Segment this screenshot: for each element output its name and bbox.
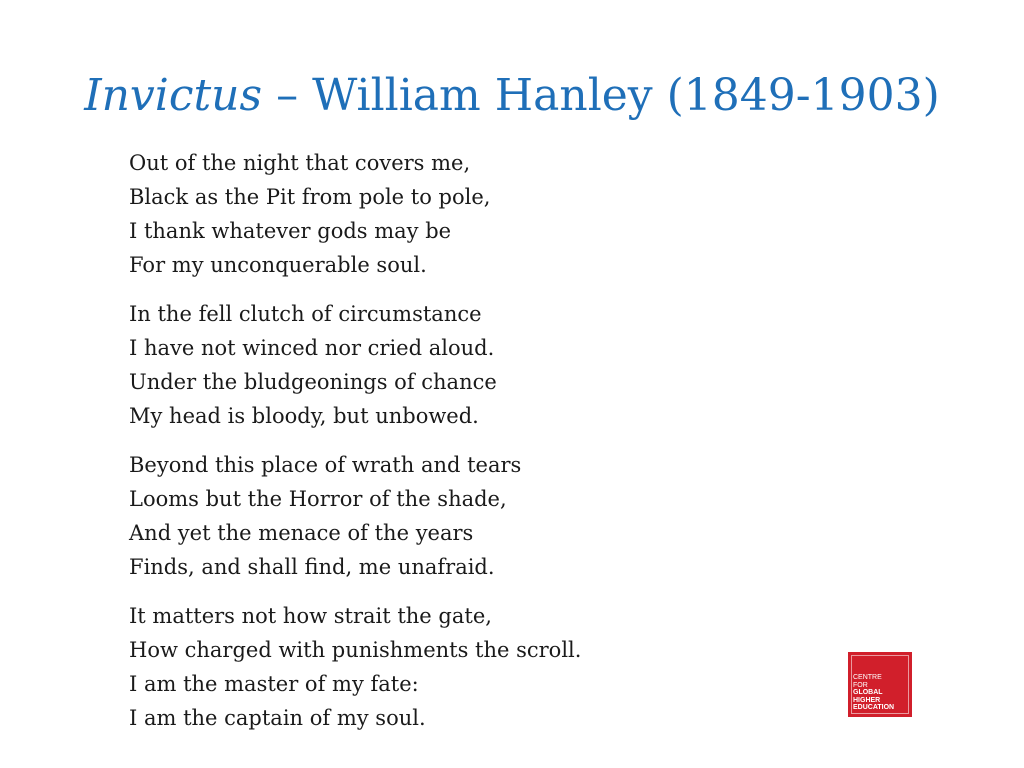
poem-line: In the fell clutch of circumstance xyxy=(129,302,482,326)
poem-line: I am the master of my fate: xyxy=(129,672,419,696)
logo-line: HIGHER xyxy=(853,696,881,704)
poem-line: Black as the Pit from pole to pole, xyxy=(129,185,491,209)
poem-body xyxy=(129,146,769,750)
poem-line: And yet the menace of the years xyxy=(129,521,474,545)
logo-text xyxy=(853,674,894,712)
poem-line: My head is bloody, but unbowed. xyxy=(129,404,479,428)
poem-line: Out of the night that covers me, xyxy=(129,151,471,175)
poem-line: Under the bludgeonings of chance xyxy=(129,370,497,394)
poem-line: I thank whatever gods may be xyxy=(129,219,452,243)
title-author: – William Hanley (1849-1903) xyxy=(262,70,940,121)
stanza-3 xyxy=(129,448,769,584)
logo-line: GLOBAL xyxy=(853,689,883,696)
poem-line: How charged with punishments the scroll. xyxy=(129,638,582,662)
logo-line: CENTRE xyxy=(853,674,882,681)
poem-line: Beyond this place of wrath and tears xyxy=(129,453,522,477)
title-poem-name: Invictus xyxy=(84,70,263,121)
centre-logo xyxy=(848,652,912,717)
poem-line: It matters not how strait the gate, xyxy=(129,604,492,628)
page-title xyxy=(0,66,1024,126)
poem-line: For my unconquerable soul. xyxy=(129,253,427,277)
stanza-2 xyxy=(129,297,769,433)
stanza-1 xyxy=(129,146,769,282)
poem-line: I have not winced nor cried aloud. xyxy=(129,336,495,360)
logo-line: FOR xyxy=(853,681,868,689)
poem-line: Finds, and shall find, me unafraid. xyxy=(129,555,495,579)
poem-line: I am the captain of my soul. xyxy=(129,706,426,730)
poem-line: Looms but the Horror of the shade, xyxy=(129,487,507,511)
stanza-4 xyxy=(129,599,769,735)
logo-line: EDUCATION xyxy=(853,704,895,711)
